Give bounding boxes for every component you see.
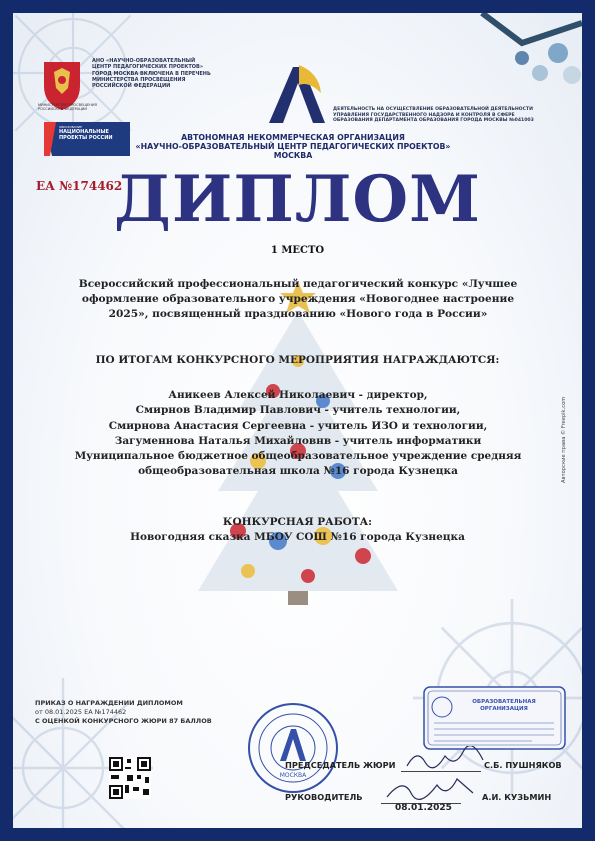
recipient-line: Смирнов Владимир Павлович - учитель технологии, <box>135 404 461 417</box>
license-title-line: ОРГАНИЗАЦИЯ <box>480 706 528 712</box>
contest-line: 2025», посвященный празднованию «Нового года в России» <box>108 308 488 320</box>
christmas-balls-icon <box>462 13 582 103</box>
recipient-line: Загуменнова Наталья Михайловнв - учитель информатики <box>114 434 482 447</box>
recipient-line: Аникеев Алексей Николаевич - директор, <box>168 389 428 401</box>
diploma-title: ДИПЛОМ <box>114 162 481 237</box>
diploma-sheet <box>13 13 582 828</box>
head-name: А.И. КУЗЬМИН <box>482 792 552 802</box>
jury-chair-role: ПРЕДСЕДАТЕЛЬ ЖЮРИ <box>285 760 396 770</box>
recipient-line: общеобразовательная школа №16 города Кузнецка <box>138 465 458 478</box>
jury-signature <box>405 746 485 772</box>
registration-number: ЕА №174462 <box>36 179 123 193</box>
center-logo-icon <box>259 63 335 127</box>
work-title: Новогодняя сказка МБОУ СОШ №16 города Кузнецка <box>130 531 465 543</box>
national-projects-label: НАЦИОНАЛЬНЫЕ ПРОЕКТЫ РОССИИ <box>59 129 113 141</box>
org-title-line: АВТОНОМНАЯ НЕКОММЕРЧЕСКАЯ ОРГАНИЗАЦИЯ <box>181 133 405 142</box>
contest-description <box>43 277 553 322</box>
license-title-line: ОБРАЗОВАТЕЛЬНАЯ <box>472 699 536 705</box>
order-line: ПРИКАЗ О НАГРАЖДЕНИИ ДИПЛОМОМ <box>35 699 183 707</box>
order-line: С ОЦЕНКОЙ КОНКУРСНОГО ЖЮРИ 87 БАЛЛОВ <box>35 717 212 725</box>
recipient-line: Муниципальное бюджетное общеобразовательное учреждение средняя <box>74 450 522 463</box>
award-order <box>35 699 235 726</box>
issue-date: 08.01.2025 <box>395 803 452 813</box>
head-signature <box>385 773 475 803</box>
awarded-heading: ПО ИТОГАМ КОНКУРСНОГО МЕРОПРИЯТИЯ НАГРАЖДАЮТСЯ: <box>95 354 500 366</box>
organization-title <box>93 133 493 160</box>
recipient-line: Смирнова Анастасия Сергеевна - учитель ИЗО и технологии, <box>108 419 488 432</box>
license-stamp <box>422 685 567 751</box>
head-role: РУКОВОДИТЕЛЬ <box>285 792 363 802</box>
copyright-notice: Авторские права © Freepik.com <box>561 396 567 483</box>
license-text: ДЕЯТЕЛЬНОСТЬ НА ОСУЩЕСТВЛЕНИЕ ОБРАЗОВАТЕЛЬНОЙ ДЕЯТЕЛЬНОСТИ УПРАВЛЕНИЯ ГОСУДАРСТВЕННОГО НАДЗОРА И КОНТРОЛЯ В СФЕРЕ ОБРАЗОВАНИЯ ДЕПАРТАМЕНТА ОБРАЗОВАНИЯ ГОРОДА МОСКВЫ №041003 <box>333 107 534 123</box>
work-heading: КОНКУРСНАЯ РАБОТА: <box>222 516 373 528</box>
ministry-caption: МИНИСТЕРСТВО ПРОСВЕЩЕНИЯ РОССИЙСКОЙ ФЕДЕРАЦИИ <box>38 103 97 111</box>
place-label: 1 МЕСТО <box>270 245 325 256</box>
stamp-center-text: МОСКВА <box>279 772 307 779</box>
org-title-line: «НАУЧНО-ОБРАЗОВАТЕЛЬНЫЙ ЦЕНТР ПЕДАГОГИЧЕСКИХ ПРОЕКТОВ» <box>135 142 451 151</box>
national-projects-subtitle: ОБРАЗОВАНИЕ <box>59 125 83 129</box>
org-title-line: МОСКВА <box>273 151 313 160</box>
jury-chair-name: С.Б. ПУШНЯКОВ <box>484 760 562 770</box>
snowflake-decoration <box>13 668 163 828</box>
contest-line: Всероссийский профессиональный педагогический конкурс «Лучшее <box>78 278 518 290</box>
qr-code-icon[interactable] <box>109 757 151 799</box>
round-stamp <box>246 701 340 795</box>
contest-line: оформление образовательного учреждения «Новогоднее настроение <box>81 293 515 305</box>
order-line: от 08.01.2025 ЕА №174462 <box>35 708 127 716</box>
left-organization-text: АНО «НАУЧНО-ОБРАЗОВАТЕЛЬНЫЙ ЦЕНТР ПЕДАГОГИЧЕСКИХ ПРОЕКТОВ» ГОРОД МОСКВА ВКЛЮЧЕНА В ПЕРЕЧЕНЬ МИНИСТЕРСТВА ПРОСВЕЩЕНИЯ РОССИЙСКОЙ ФЕДЕРАЦИИ <box>92 58 211 90</box>
recipients-list <box>33 388 563 480</box>
